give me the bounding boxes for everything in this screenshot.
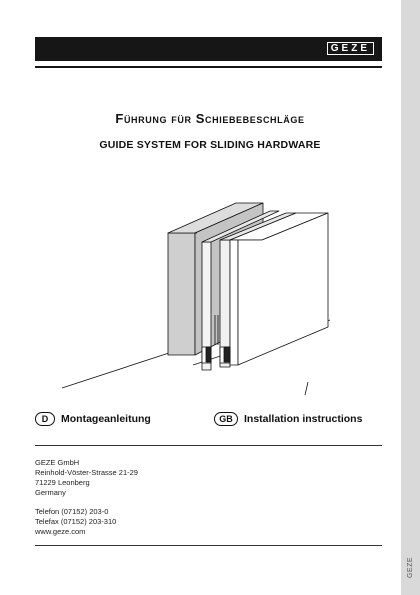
- side-label: [401, 552, 420, 582]
- address-block: [35, 458, 138, 498]
- contact-phone: Telefon (07152) 203-0: [35, 507, 109, 516]
- divider-bottom: [35, 545, 382, 546]
- address-line: GEZE GmbH: [35, 458, 80, 467]
- geze-logo: GEZE: [327, 42, 374, 55]
- address-line: Germany: [35, 488, 66, 497]
- sliding-door-illustration: [60, 195, 340, 400]
- address-line: Reinhold-Vöster-Strasse 21-29: [35, 468, 138, 477]
- contact-block: [35, 507, 116, 537]
- title-english: GUIDE SYSTEM FOR SLIDING HARDWARE: [99, 139, 321, 151]
- title-german: Führung für Schiebebeschläge: [115, 111, 305, 126]
- language-gb: [214, 411, 362, 427]
- language-de: [35, 411, 151, 427]
- lang-label-gb: Installation instructions: [244, 413, 363, 425]
- lang-badge-gb: GB: [214, 412, 238, 426]
- lang-badge-de: D: [35, 412, 55, 426]
- header-bar: [35, 37, 382, 61]
- divider-top: [35, 445, 382, 446]
- side-strip: [401, 0, 420, 595]
- header-rule: [35, 66, 382, 68]
- contact-website: www.geze.com: [35, 527, 86, 536]
- side-label-text: GEZE: [407, 556, 414, 578]
- contact-fax: Telefax (07152) 203-310: [35, 517, 117, 526]
- lang-label-de: Montageanleitung: [61, 413, 151, 425]
- address-line: 71229 Leonberg: [35, 478, 90, 487]
